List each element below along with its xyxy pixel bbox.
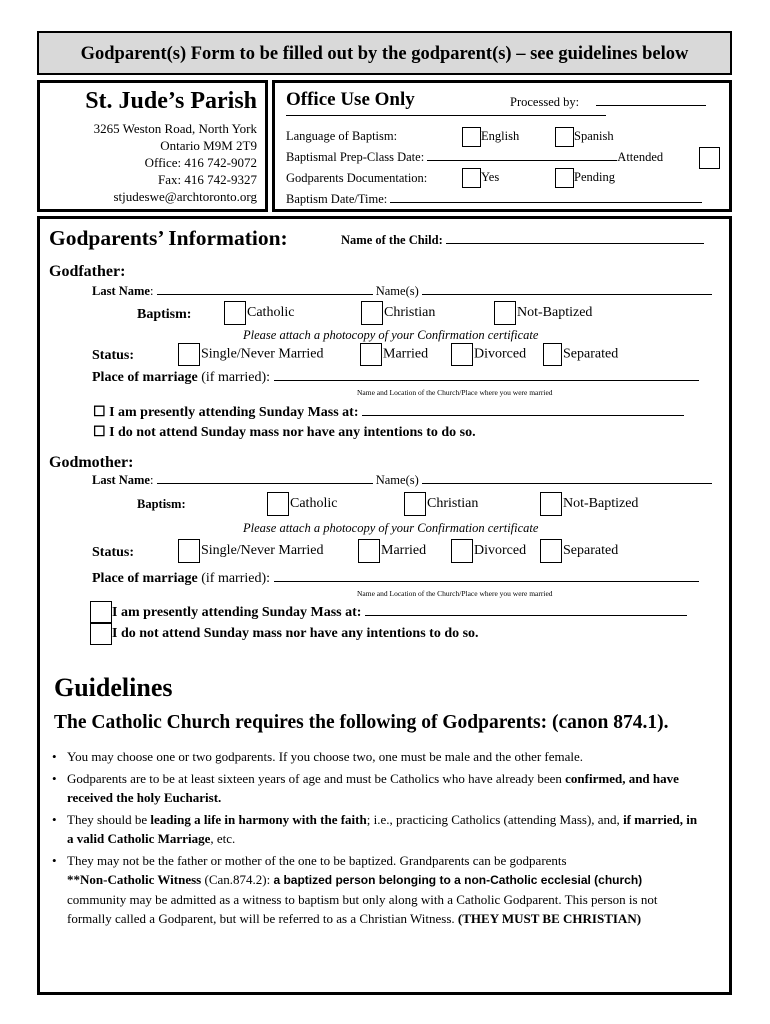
english-checkbox[interactable] (462, 127, 481, 147)
godfather-not-attending-row: ☐ I do not attend Sunday mass nor have any intentions to do so. (93, 425, 476, 440)
godmother-baptism-not-baptized[interactable]: Not-Baptized (540, 492, 638, 516)
guideline-item-3: • They should be leading a life in harmony with the faith; i.e., practicing Catholics (attending Mass), and, if married, in a valid Catholic Marriage, etc. (52, 810, 702, 848)
godmother-status-divorced[interactable]: Divorced (451, 539, 526, 563)
godfather-catholic-checkbox[interactable] (224, 301, 246, 325)
godmother-place-of-marriage: Place of marriage (if married): (92, 571, 699, 587)
godfather-status-separated[interactable]: Separated (543, 343, 618, 366)
godmother-not-attending-checkbox[interactable] (90, 623, 112, 645)
office-use-box (272, 80, 732, 212)
guideline-item-4: • They may not be the father or mother of the one to be baptized. Grandparents can be godparents **Non-Catholic Witness (Can.874.2): a baptized person belonging to a non-Catholic ecclesial (church) community may be admitted as a witness to baptism but only along with a Catholic Godparent. This person is not formally called a Godparent, but will be referred to as a Christian Witness. (THEY MUST BE CHRISTIAN) (52, 851, 702, 928)
godfather-status-divorced[interactable]: Divorced (451, 343, 526, 366)
godfather-names-field[interactable] (422, 294, 712, 295)
spanish-checkbox[interactable] (555, 127, 574, 147)
parish-name: St. Jude’s Parish (85, 88, 257, 114)
guideline-item-2: • Godparents are to be at least sixteen years of age and must be Catholics who have already been confirmed, and have received the holy Eucharist. (52, 769, 702, 807)
parish-fax: Fax: 416 742-9327 (158, 172, 257, 187)
guidelines-title: Guidelines (54, 673, 173, 702)
processed-by: Processed by: (510, 95, 706, 110)
office-use-title: Office Use Only (286, 89, 415, 110)
baptism-datetime-field[interactable] (390, 202, 702, 203)
language-spanish[interactable]: Spanish (555, 127, 614, 147)
godmother-single-checkbox[interactable] (178, 539, 200, 563)
parish-office-phone: Office: 416 742-9072 (144, 155, 257, 170)
godmother-baptism-label: Baptism: (137, 497, 186, 511)
godmother-married-checkbox[interactable] (358, 539, 380, 563)
godmother-title: Godmother: (49, 454, 134, 471)
processed-by-field[interactable] (596, 105, 706, 106)
pending-checkbox[interactable] (555, 168, 574, 188)
godfather-separated-checkbox[interactable] (543, 343, 562, 366)
guidelines-subtitle: The Catholic Church requires the following of Godparents: (canon 874.1). (54, 712, 669, 733)
documentation-pending[interactable]: Pending (555, 168, 615, 188)
documentation-row: Godparents Documentation: (286, 171, 428, 185)
godmother-status-label: Status: (92, 545, 135, 560)
godmother-place-caption: Name and Location of the Church/Place where you were married (357, 589, 553, 598)
godfather-baptism-christian[interactable]: Christian (361, 301, 435, 325)
godmother-mass-location-field[interactable] (365, 615, 687, 616)
godfather-mass-location-field[interactable] (362, 415, 684, 416)
godfather-status-label: Status: (92, 348, 135, 363)
godmother-names-field[interactable] (422, 483, 712, 484)
godmother-not-baptized-checkbox[interactable] (540, 492, 562, 516)
child-name-row: Name of the Child: (341, 233, 704, 248)
godparents-info-title: Godparents’ Information: (49, 226, 288, 250)
godmother-baptism-catholic[interactable]: Catholic (267, 492, 337, 516)
parish-email: stjudeswe@archtoronto.org (113, 189, 257, 204)
godmother-name-row: Last Name: Name(s) (92, 473, 712, 488)
godfather-place-of-marriage: Place of marriage (if married): (92, 370, 699, 386)
godmother-not-attending-row: I do not attend Sunday mass nor have any intentions to do so. (112, 626, 479, 641)
parish-box (37, 80, 268, 212)
yes-checkbox[interactable] (462, 168, 481, 188)
godmother-place-of-marriage-field[interactable] (274, 581, 699, 582)
guideline-item-1: • You may choose one or two godparents. If you choose two, one must be male and the other female. (52, 747, 702, 766)
godfather-attending-row: ☐ I am presently attending Sunday Mass at: (93, 404, 684, 421)
godfather-status-married[interactable]: Married (360, 343, 428, 366)
attended-checkbox[interactable] (699, 147, 720, 169)
documentation-yes[interactable]: Yes (462, 168, 499, 188)
office-divider (286, 115, 606, 116)
child-name-field[interactable] (446, 243, 704, 244)
godfather-attending-checkbox[interactable]: ☐ (93, 405, 106, 420)
godmother-attending-row: I am presently attending Sunday Mass at: (112, 605, 687, 621)
godfather-photocopy-note: Please attach a photocopy of your Confirmation certificate (243, 328, 539, 342)
godfather-title: Godfather: (49, 263, 126, 280)
godmother-status-married[interactable]: Married (358, 539, 426, 563)
godfather-baptism-catholic[interactable]: Catholic (224, 301, 294, 325)
godfather-married-checkbox[interactable] (360, 343, 382, 366)
parish-address-line2: Ontario M9M 2T9 (160, 138, 257, 153)
godmother-christian-checkbox[interactable] (404, 492, 426, 516)
godfather-last-name-field[interactable] (157, 294, 373, 295)
godmother-last-name-field[interactable] (157, 483, 373, 484)
godfather-divorced-checkbox[interactable] (451, 343, 473, 366)
godmother-attending-checkbox[interactable] (90, 601, 112, 623)
baptism-datetime-row: Baptism Date/Time: (286, 192, 702, 207)
godfather-name-row: Last Name: Name(s) (92, 284, 712, 299)
godmother-photocopy-note: Please attach a photocopy of your Confirmation certificate (243, 521, 539, 535)
godfather-baptism-label: Baptism: (137, 307, 192, 322)
language-english[interactable]: English (462, 127, 519, 147)
godmother-divorced-checkbox[interactable] (451, 539, 473, 563)
godmother-status-single[interactable]: Single/Never Married (178, 539, 323, 563)
godfather-baptism-not-baptized[interactable]: Not-Baptized (494, 301, 592, 325)
godfather-christian-checkbox[interactable] (361, 301, 383, 325)
godfather-place-caption: Name and Location of the Church/Place where you were married (357, 388, 553, 397)
godfather-place-of-marriage-field[interactable] (274, 380, 699, 381)
parish-address (94, 120, 257, 205)
godfather-status-single[interactable]: Single/Never Married (178, 343, 323, 366)
language-row: Language of Baptism: (286, 129, 398, 143)
prep-class-row: Baptismal Prep-Class Date: Attended (286, 150, 664, 164)
godfather-single-checkbox[interactable] (178, 343, 200, 366)
form-title: Godparent(s) Form to be filled out by the godparent(s) – see guidelines below (80, 44, 689, 64)
godmother-catholic-checkbox[interactable] (267, 492, 289, 516)
parish-address-line1: 3265 Weston Road, North York (93, 121, 257, 136)
prep-class-date-field[interactable] (427, 160, 617, 161)
form-header (37, 31, 732, 75)
godfather-not-attending-checkbox[interactable]: ☐ (93, 425, 106, 440)
godfather-not-baptized-checkbox[interactable] (494, 301, 516, 325)
godmother-baptism-christian[interactable]: Christian (404, 492, 478, 516)
guidelines-list (52, 747, 702, 931)
godmother-status-separated[interactable]: Separated (540, 539, 618, 563)
godmother-separated-checkbox[interactable] (540, 539, 562, 563)
